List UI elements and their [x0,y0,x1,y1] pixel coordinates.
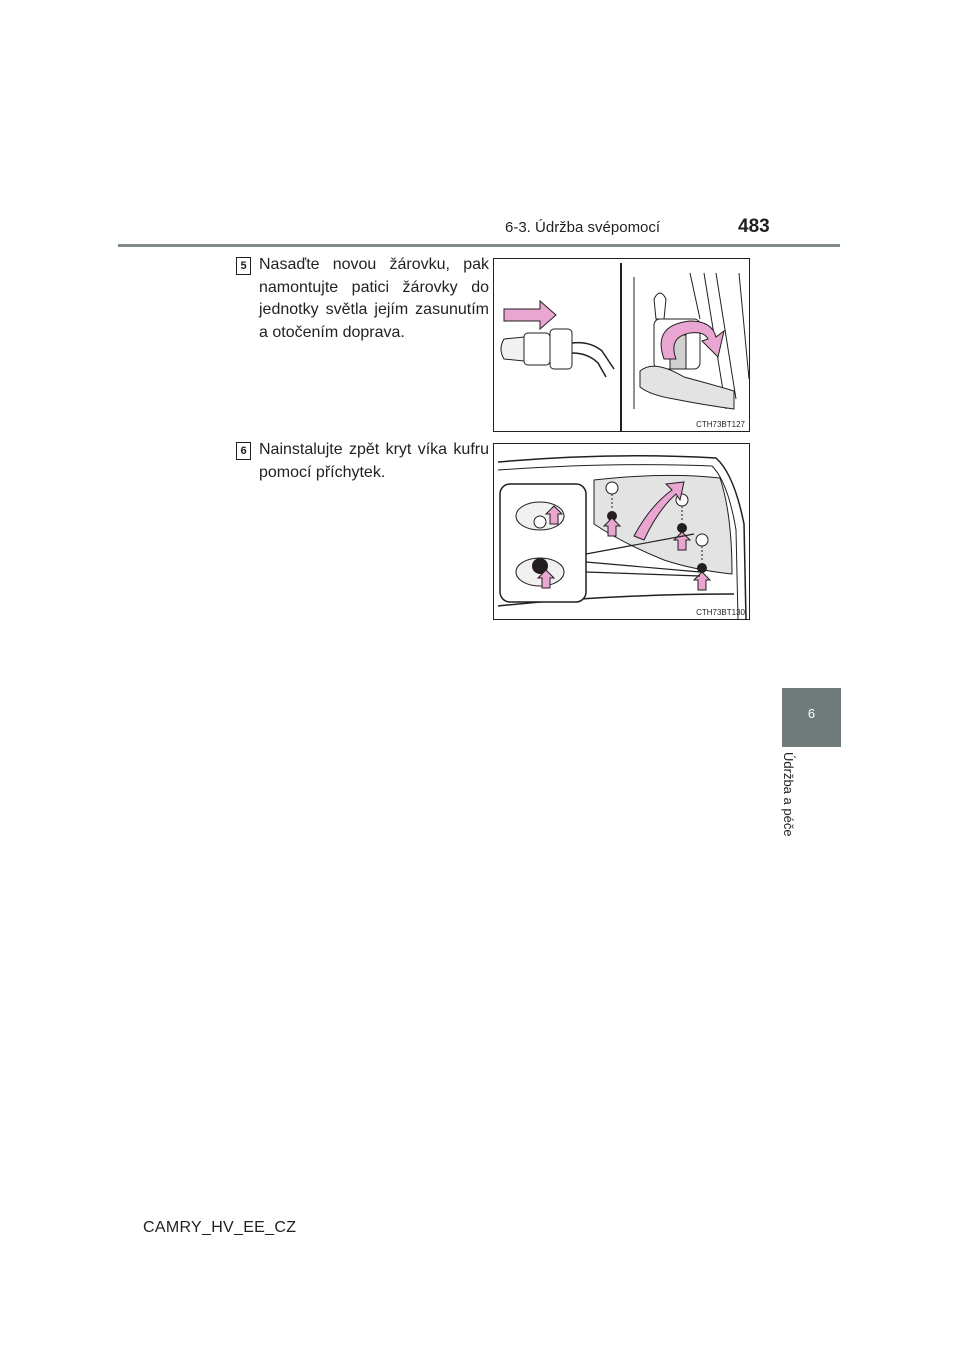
figure-bulb-installation [493,258,750,432]
page-number: 483 [738,216,770,237]
trunk-lid-cover-illustration [494,444,749,619]
chapter-label [780,752,806,862]
figure-code: CTH73BT130 [696,608,745,617]
figure-trunk-lid-cover [493,443,750,620]
chapter-number: 6 [807,706,816,721]
step-instruction-text: Nasaďte novou žárovku, pak namontujte patici žárovky do jednotky světla jejím zasunutím a otočením doprava. [259,256,489,341]
chapter-tab [782,688,841,747]
chapter-label-text: Údržba a péče [781,752,796,837]
step-number-badge: 6 [236,442,251,460]
bulb-installation-illustration [494,259,749,431]
figure-code: CTH73BT127 [696,420,745,429]
header-rule [118,244,840,247]
step-instruction-text: Nainstalujte zpět kryt víka kufru pomocí příchytek. [259,441,489,481]
footer-model-code: CAMRY_HV_EE_CZ [143,1219,297,1236]
section-title: 6-3. Údržba svépomocí [505,219,661,236]
step-number-badge: 5 [236,257,251,275]
